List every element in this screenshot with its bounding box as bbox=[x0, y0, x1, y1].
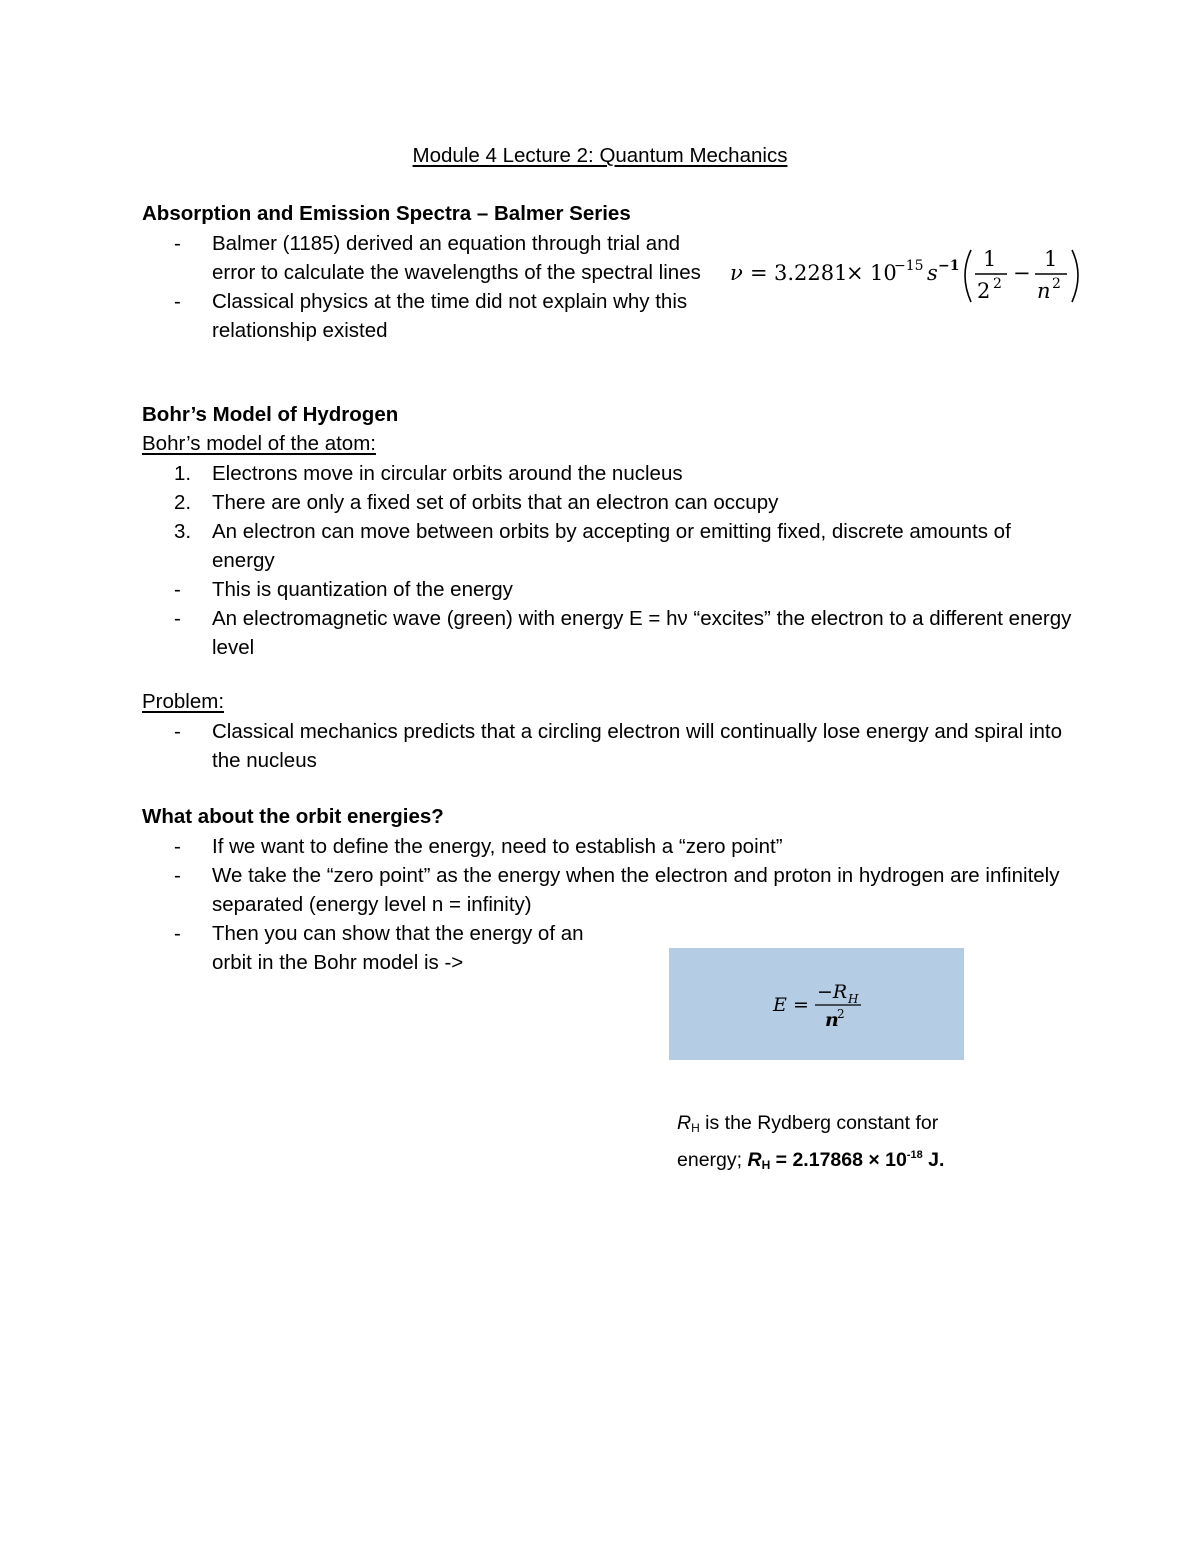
list-text: Electrons move in circular orbits around the nucleus bbox=[212, 462, 683, 485]
problem-label: Problem: bbox=[142, 690, 225, 713]
list-item bbox=[142, 459, 1072, 488]
bullet-text: orbit in the Bohr model is -> bbox=[212, 951, 464, 974]
rydberg-symbol: R bbox=[677, 1112, 692, 1134]
bullet-text: This is quantization of the energy bbox=[212, 578, 513, 601]
bullet-text: Classical physics at the time did not explain why this relationship existed bbox=[212, 290, 688, 342]
rydberg-text: is the Rydberg constant for energy; bbox=[677, 1112, 939, 1171]
bullet-text: Classical mechanics predicts that a circling electron will continually lose energy and spiral into the nucleus bbox=[212, 720, 1063, 772]
bohr-list bbox=[142, 459, 1072, 662]
rydberg-note bbox=[677, 1110, 977, 1179]
eq-times: × bbox=[846, 261, 864, 285]
rydberg-unit: J. bbox=[922, 1149, 945, 1171]
list-item bbox=[142, 488, 1072, 517]
bullet-text: Balmer (1185) derived an equation through trial and error to calculate the wavelengths of the spectral lines bbox=[212, 232, 701, 284]
eq-minus: − bbox=[1013, 261, 1031, 285]
eq-unit-exponent: −1 bbox=[938, 258, 960, 274]
bullet-text: Then you can show that the energy of an bbox=[212, 922, 584, 945]
eq-E: E bbox=[773, 994, 787, 1016]
bullet-dash: - bbox=[174, 290, 181, 313]
list-item bbox=[142, 517, 1072, 575]
list-item bbox=[142, 229, 702, 287]
section-heading-orbit-energies: What about the orbit energies? bbox=[142, 805, 444, 828]
energy-equation bbox=[769, 976, 879, 1032]
rydberg-value: = 2.17868 × 10 bbox=[770, 1149, 907, 1171]
eq-equals: = bbox=[750, 261, 768, 285]
eq-right-paren bbox=[1072, 250, 1078, 302]
bullet-text: An electromagnetic wave (green) with energy E = hν “excites” the electron to a different energy level bbox=[212, 607, 1072, 659]
list-item bbox=[142, 832, 1072, 861]
eq-coefficient: 3.2281 bbox=[774, 261, 848, 285]
list-text: There are only a fixed set of orbits that an electron can occupy bbox=[212, 491, 779, 514]
bullet-dash: - bbox=[174, 835, 181, 858]
bullet-dash: - bbox=[174, 922, 181, 945]
eq-numerator: −R bbox=[817, 981, 848, 1003]
eq-den2-exp: 2 bbox=[1052, 276, 1061, 292]
eq-numerator-sub: H bbox=[848, 992, 859, 1006]
bullet-dash: - bbox=[174, 232, 181, 255]
list-item bbox=[142, 717, 1072, 775]
rydberg-subscript: H bbox=[691, 1121, 700, 1135]
bullet-dash: - bbox=[174, 864, 181, 887]
bullet-dash: - bbox=[174, 578, 181, 601]
eq-equals: = bbox=[793, 994, 809, 1016]
list-item bbox=[142, 287, 702, 345]
eq-unit: s bbox=[927, 261, 938, 285]
eq-den1-base: 2 bbox=[977, 279, 991, 303]
eq-den2-base: n bbox=[1037, 279, 1051, 303]
eq-exponent: −15 bbox=[894, 258, 924, 274]
problem-list bbox=[142, 717, 1072, 775]
section-heading-bohr: Bohr’s Model of Hydrogen bbox=[142, 403, 399, 426]
list-item bbox=[142, 604, 1072, 662]
eq-nu: ν bbox=[730, 261, 743, 285]
eq-num2: 1 bbox=[1044, 247, 1058, 271]
eq-base: 10 bbox=[870, 261, 897, 285]
list-number: 3. bbox=[174, 520, 192, 543]
rydberg-symbol-bold: R bbox=[747, 1149, 762, 1171]
bullet-text: We take the “zero point” as the energy when the electron and proton in hydrogen are infinitely separated (energy level n = infinity) bbox=[212, 864, 1060, 916]
list-item bbox=[142, 575, 1072, 604]
eq-num1: 1 bbox=[983, 247, 997, 271]
eq-left-paren bbox=[965, 250, 971, 302]
balmer-equation bbox=[730, 240, 1090, 306]
bullet-text: If we want to define the energy, need to establish a “zero point” bbox=[212, 835, 783, 858]
list-number: 1. bbox=[174, 462, 192, 485]
bullet-dash: - bbox=[174, 607, 181, 630]
list-text: An electron can move between orbits by accepting or emitting fixed, discrete amounts of energy bbox=[212, 520, 1011, 572]
rydberg-subscript-bold: H bbox=[761, 1158, 771, 1172]
section-heading-balmer: Absorption and Emission Spectra – Balmer Series bbox=[142, 202, 631, 225]
list-number: 2. bbox=[174, 491, 192, 514]
eq-denominator: n bbox=[825, 1009, 839, 1031]
bohr-model-label: Bohr’s model of the atom: bbox=[142, 432, 376, 455]
bullet-dash: - bbox=[174, 720, 181, 743]
list-item bbox=[142, 861, 1072, 919]
balmer-bullet-list bbox=[142, 229, 702, 345]
rydberg-exponent: -18 bbox=[906, 1149, 923, 1161]
eq-den1-exp: 2 bbox=[993, 276, 1002, 292]
energy-equation-box bbox=[669, 948, 964, 1060]
page-title: Module 4 Lecture 2: Quantum Mechanics bbox=[412, 144, 788, 167]
eq-denominator-exp: 2 bbox=[837, 1007, 845, 1021]
